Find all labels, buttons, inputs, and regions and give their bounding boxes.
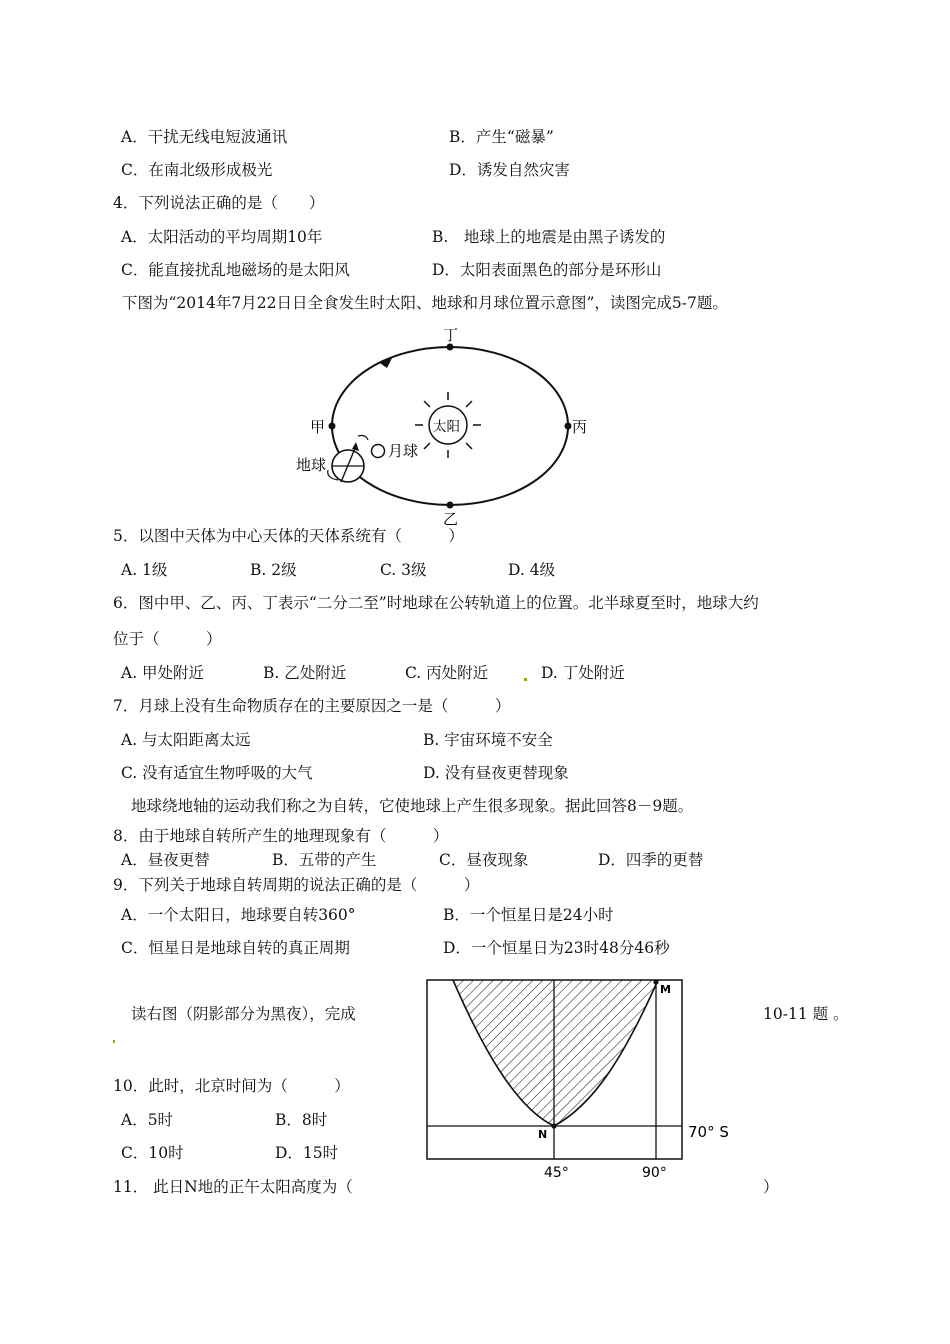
point-n <box>551 1123 556 1128</box>
q4-option-d: D．太阳表面黑色的部分是环形山 <box>432 261 662 279</box>
q9-option-a: A．一个太阳日，地球要自转360° <box>121 906 356 924</box>
q7-option-d: D. 没有昼夜更替现象 <box>423 764 569 782</box>
q3-option-d: D．诱发自然灾害 <box>449 161 570 179</box>
label-jia: 甲 <box>310 418 326 436</box>
intro-10-11-right: 10-11 题 。 <box>763 1005 849 1023</box>
stray-mark <box>113 1040 115 1043</box>
q4-option-c: C．能直接扰乱地磁场的是太阳风 <box>121 261 350 279</box>
label-bing: 丙 <box>572 418 588 436</box>
orbit-diagram <box>280 318 600 528</box>
point-yi <box>447 502 454 509</box>
q9-option-d: D．一个恒星日为23时48分46秒 <box>443 939 670 957</box>
label-45: 45° <box>544 1165 569 1181</box>
q3-option-a: A．干扰无线电短波通讯 <box>121 128 288 146</box>
q5-option-d: D. 4级 <box>508 561 556 579</box>
q4-option-a: A．太阳活动的平均周期10年 <box>121 228 323 246</box>
q7-option-c: C. 没有适宜生物呼吸的大气 <box>121 764 313 782</box>
night-area <box>453 980 658 1126</box>
q5-option-a: A. 1级 <box>121 561 168 579</box>
q11-close-paren: ） <box>763 1178 779 1196</box>
q5-stem: 5．以图中天体为中心天体的天体系统有（ ） <box>113 527 464 545</box>
q6-option-b: B. 乙处附近 <box>263 664 347 682</box>
q6-stem-line2: 位于（ ） <box>113 630 222 648</box>
q7-stem: 7．月球上没有生命物质存在的主要原因之一是（ ） <box>113 697 511 715</box>
label-ding: 丁 <box>443 326 459 344</box>
stray-mark <box>524 678 527 681</box>
q6-option-a: A. 甲处附近 <box>121 664 205 682</box>
q8-option-a: A．昼夜更替 <box>121 851 210 869</box>
q8-option-d: D．四季的更替 <box>598 851 704 869</box>
q4-option-b: B. 地球上的地震是由黑子诱发的 <box>432 228 666 246</box>
label-yi: 乙 <box>443 510 459 528</box>
moon-icon <box>372 445 385 458</box>
q8-stem: 8．由于地球自转所产生的地理现象有（ ） <box>113 827 449 845</box>
q11-stem: 11． 此日N地的正午太阳高度为（ <box>113 1178 353 1196</box>
intro-8-9: 地球绕地轴的运动我们称之为自转，它使地球上产生很多现象。据此回答8－9题。 <box>131 797 694 815</box>
point-ding <box>447 344 454 351</box>
q9-stem: 9．下列关于地球自转周期的说法正确的是（ ） <box>113 876 480 894</box>
q10-option-d: D．15时 <box>275 1144 339 1162</box>
q10-option-b: B．8时 <box>275 1111 328 1129</box>
q5-option-b: B. 2级 <box>250 561 297 579</box>
q9-option-b: B．一个恒星日是24小时 <box>443 906 614 924</box>
q10-option-c: C．10时 <box>121 1144 184 1162</box>
q7-option-a: A. 与太阳距离太远 <box>121 731 251 749</box>
label-m: M <box>660 983 671 996</box>
q6-option-c: C. 丙处附近 <box>405 664 489 682</box>
q6-stem-line1: 6．图中甲、乙、丙、丁表示“二分二至”时地球在公转轨道上的位置。北半球夏至时，地球大约 <box>113 594 759 612</box>
q7-option-b: B. 宇宙环境不安全 <box>423 731 553 749</box>
q3-option-c: C．在南北级形成极光 <box>121 161 273 179</box>
intro-5-7: 下图为“2014年7月22日日全食发生时太阳、地球和月球位置示意图”，读图完成5-7题。 <box>122 294 728 312</box>
q8-option-b: B．五带的产生 <box>272 851 377 869</box>
point-m <box>653 979 658 984</box>
intro-10-11-left: 读右图（阴影部分为黑夜），完成 <box>131 1005 356 1023</box>
label-90: 90° <box>642 1165 667 1181</box>
q3-option-b: B．产生“磁暴” <box>449 128 554 146</box>
label-sun: 太阳 <box>433 419 460 435</box>
q6-option-d: D. 丁处附近 <box>541 664 625 682</box>
q9-option-c: C．恒星日是地球自转的真正周期 <box>121 939 350 957</box>
day-night-map <box>420 974 750 1184</box>
q4-stem: 4．下列说法正确的是（ ） <box>113 194 325 212</box>
point-bing <box>565 423 572 430</box>
label-moon: 月球 <box>388 442 419 460</box>
q10-stem: 10．此时，北京时间为（ ） <box>113 1077 350 1095</box>
q5-option-c: C. 3级 <box>380 561 427 579</box>
point-jia <box>329 423 336 430</box>
label-n: N <box>538 1128 548 1141</box>
q8-option-c: C．昼夜现象 <box>439 851 529 869</box>
label-earth: 地球 <box>296 456 327 474</box>
label-70s: 70° S <box>688 1123 729 1141</box>
q10-option-a: A．5时 <box>121 1111 174 1129</box>
